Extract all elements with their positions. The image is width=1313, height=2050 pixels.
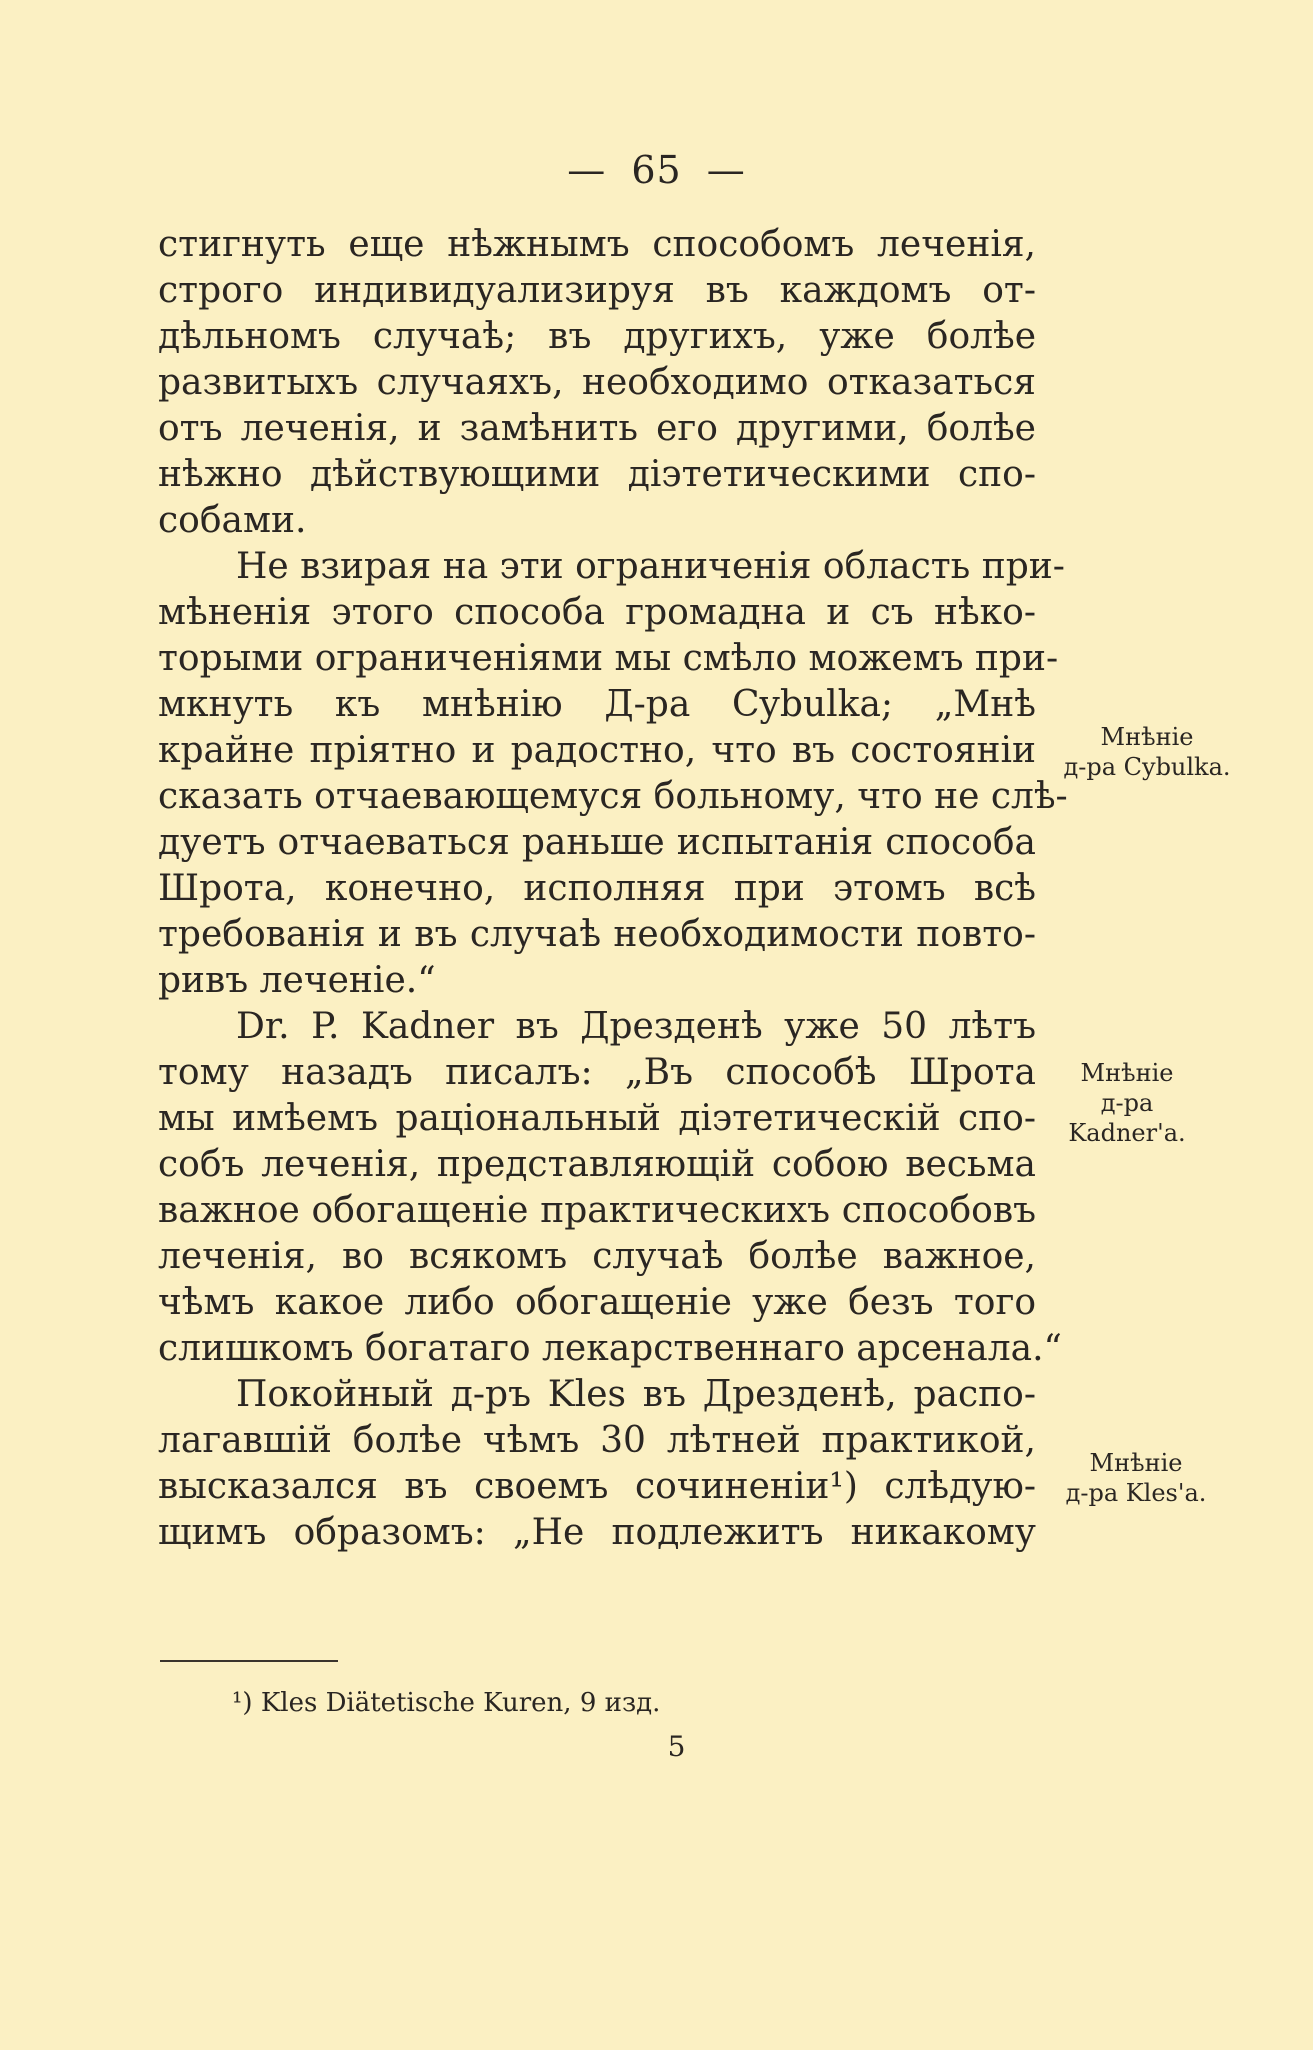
text-line: высказался въ своемъ сочиненіи¹) слѣдую- [158,1466,1036,1507]
text-line: дѣльномъ случаѣ; въ другихъ, уже болѣе [158,316,1036,357]
text-line: слишкомъ богатаго лекарственнаго арсенала.“ [158,1328,1062,1369]
text-line: ривъ леченіе.“ [158,960,436,1001]
text-line: мѣненія этого способа громадна и съ нѣко- [158,592,1036,633]
header-dash-left: — [567,148,607,192]
margin-note-line: Мнѣніе [1100,723,1194,751]
margin-note-line: д-ра Cybulka. [1063,753,1231,781]
text-line: щимъ образомъ: „Не подлежитъ никакому [158,1512,1036,1553]
text-line: отъ леченія, и замѣнить его другими, болѣе [158,408,1036,449]
margin-note-line: Мнѣніе [1089,1449,1183,1477]
text-line: Не взирая на эти ограниченія область при- [236,546,1065,587]
body-text [158,222,1068,1556]
text-line: собъ леченія, представляющій собою весьма [158,1144,1036,1185]
text-line: крайне пріятно и радостно, что въ состояніи [158,730,1036,771]
text-line: Dr. P. Kadner въ Дрезденѣ уже 50 лѣтъ [236,1006,1036,1047]
margin-note-line: Kadner'а. [1068,1119,1186,1147]
margin-note-cybulka [1052,722,1242,782]
text-line: лагавшій болѣе чѣмъ 30 лѣтней практикой, [158,1420,1036,1461]
margin-note-kadner [1052,1058,1202,1148]
text-line: сказать отчаевающемуся больному, что не слѣ- [158,776,1068,817]
text-line: строго индивидуализируя въ каждомъ от- [158,270,1036,311]
margin-note-line: Мнѣніе [1080,1059,1174,1087]
text-line: тому назадъ писалъ: „Въ способѣ Шрота [158,1052,1036,1093]
footnote: ¹) Kles Diätetische Kuren, 9 изд. [232,1688,661,1718]
margin-note-line: д-ра [1100,1089,1154,1117]
text-line: мы имѣемъ раціональный діэтетическій спо- [158,1098,1036,1139]
text-line: собами. [158,500,307,541]
text-line: требованія и въ случаѣ необходимости повто- [158,914,1036,955]
text-line: дуетъ отчаеваться раньше испытанія способа [158,822,1036,863]
page-number: 65 [631,148,682,192]
text-line: чѣмъ какое либо обогащеніе уже безъ того [158,1282,1036,1323]
text-line: стигнуть еще нѣжнымъ способомъ леченія, [158,224,1036,265]
page-header [0,148,1313,192]
text-line: Покойный д-ръ Kles въ Дрезденѣ, распо- [236,1374,1036,1415]
signature-mark: 5 [667,1730,686,1763]
text-line: леченія, во всякомъ случаѣ болѣе важное, [158,1236,1036,1277]
text-line: мкнуть къ мнѣнію Д-ра Cybulka; „Мнѣ [158,684,1036,725]
text-line: Шрота, конечно, исполняя при этомъ всѣ [158,868,1036,909]
margin-note-kles [1046,1448,1226,1508]
text-line: важное обогащеніе практическихъ способовъ [158,1190,1036,1231]
margin-note-line: д-ра Kles'а. [1065,1479,1207,1507]
text-line: торыми ограниченіями мы смѣло можемъ при- [158,638,1059,679]
text-line: нѣжно дѣйствующими діэтетическими спо- [158,454,1036,495]
footnote-divider [160,1660,338,1662]
header-dash-right: — [706,148,746,192]
text-line: развитыхъ случаяхъ, необходимо отказаться [158,362,1036,403]
